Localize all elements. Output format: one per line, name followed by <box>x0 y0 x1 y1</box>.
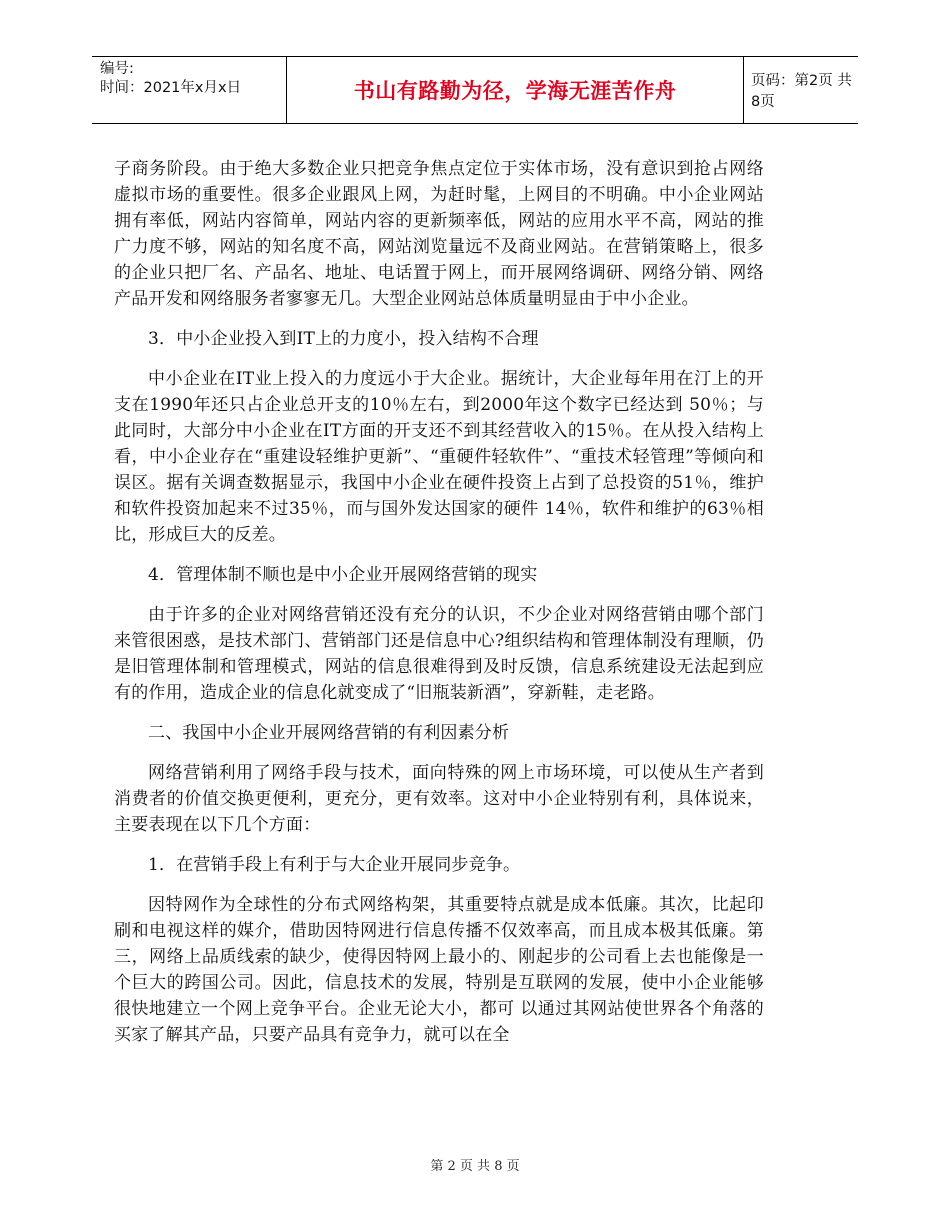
section-heading: 1．在营销手段上有利于与大企业开展同步竞争。 <box>148 855 521 875</box>
header-page-info: 页码：第2页 共8页 <box>751 73 852 110</box>
section-heading: 二、我国中小企业开展网络营销的有利因素分析 <box>148 723 510 743</box>
document-number-label: 编号: <box>100 61 134 77</box>
body-paragraph: 网络营销利用了网络手段与技术，面向特殊的网上市场环境，可以使从生产者到消费者的价值交换更便利，更充分，更有效率。这对中小企业特别有利，具体说来，主要表现在以下几个方面： <box>114 763 764 835</box>
body-paragraph: 中小企业在IT业上投入的力度远小于大企业。据统计，大企业每年用在汀上的开支在1990年还只占企业总开支的10％左右，到2000年这个数字已经达到 50％；与此同时，大部分中小企业在IT方面的开支还不到其经营收入的15％。在从投入结构上看，中小企业存在“重建设轻维护更新”、“重硬件轻软件”、“重技术轻管理”等倾向和误区。据有关调查数据显示，我国中小企业在硬件投资上占到了总投资的51％，维护和软件投资加起来不过35％，而与国外发达国家的硬件 14％，软件和维护的63％相比，形成巨大的反差。 <box>114 369 764 545</box>
body-paragraph: 由于许多的企业对网络营销还没有充分的认识，不少企业对网络营销由哪个部门来管很困惑，是技术部门、营销部门还是信息中心?组织结构和管理体制没有理顺，仍是旧管理体制和管理模式，网站的信息很难得到及时反馈，信息系统建设无法起到应有的作用，造成企业的信息化就变成了“旧瓶装新酒”，穿新鞋，走老路。 <box>114 605 764 703</box>
body-paragraph: 因特网作为全球性的分布式网络构架，其重要特点就是成本低廉。其次，比起印刷和电视这样的媒介，借助因特网进行信息传播不仅效率高，而且成本极其低廉。第三，网络上品质线索的缺少，使得因特网上最小的、刚起步的公司看上去也能像是一个巨大的跨国公司。因此，信息技术的发展，特别是互联网的发展，使中小企业能够很快地建立一个网上竞争平台。企业无论大小，都可 以通过其网站使世界各个角落的买家了解其产品，只要产品具有竞争力，就可以在全 <box>114 895 764 1045</box>
page-header <box>92 56 858 124</box>
header-motto: 书山有路勤为径，学海无涯苦作舟 <box>353 79 677 103</box>
section-heading: 3．中小企业投入到IT上的力度小，投入结构不合理 <box>148 329 539 349</box>
header-meta <box>92 57 286 123</box>
document-date: 时间：2021年x月x日 <box>100 80 242 96</box>
header-divider-right <box>743 57 744 123</box>
page-footer: 第 2 页 共 8 页 <box>430 1159 520 1174</box>
section-heading: 4．管理体制不顺也是中小企业开展网络营销的现实 <box>148 565 538 585</box>
document-body <box>114 156 764 1048</box>
body-paragraph: 子商务阶段。由于绝大多数企业只把竞争焦点定位于实体市场，没有意识到抢占网络虚拟市场的重要性。很多企业跟风上网，为赶时髦，上网目的不明确。中小企业网站拥有率低，网站内容简单，网站内容的更新频率低，网站的应用水平不高，网站的推广力度不够，网站的知名度不高，网站浏览量远不及商业网站。在营销策略上，很多的企业只把厂名、产品名、地址、电话置于网上，而开展网络调研、网络分销、网络产品开发和网络服务者寥寥无几。大型企业网站总体质量明显由于中小企业。 <box>114 159 764 309</box>
